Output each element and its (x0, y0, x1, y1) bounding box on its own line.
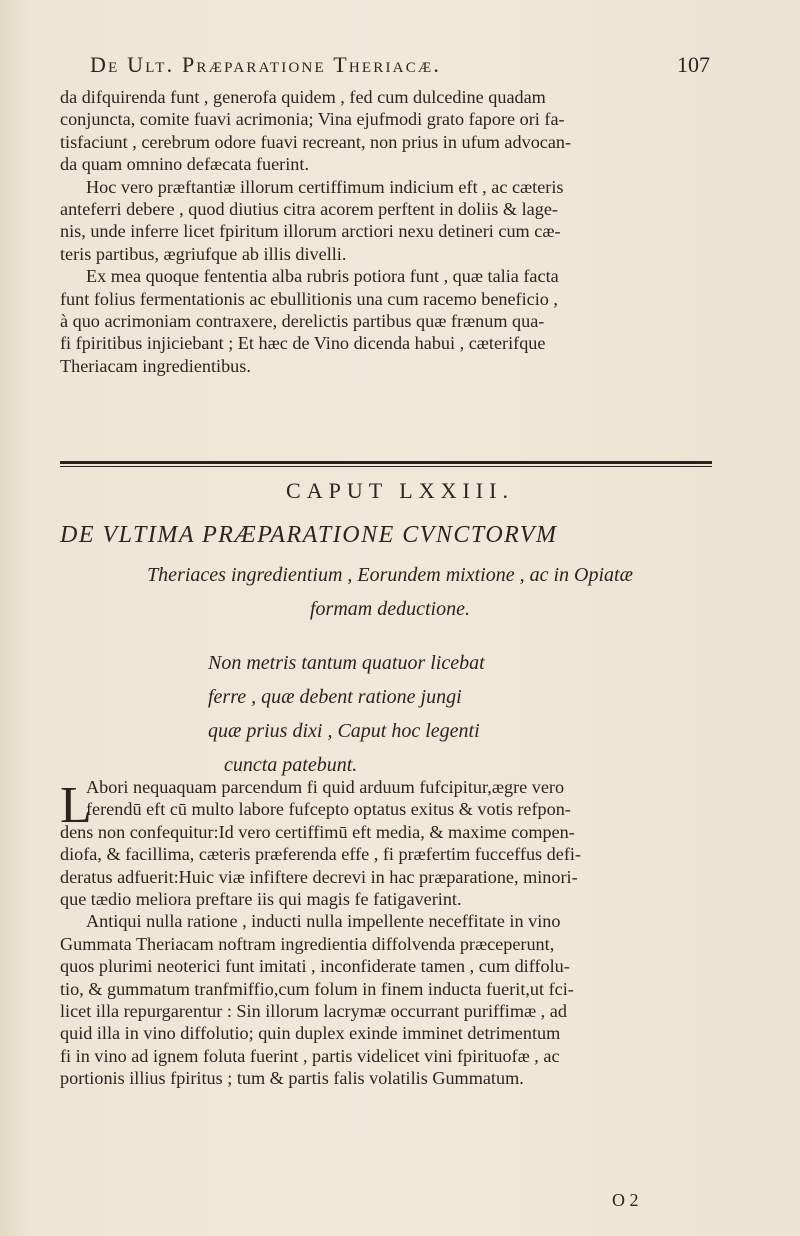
text-line: portionis illius fpiritus ; tum & partis falis volatilis Gummatum. (60, 1068, 524, 1089)
text-line: deratus adfuerit:Huic viæ infiftere decrevi in hac præparatione, minori- (60, 866, 578, 887)
section-rule-thin (60, 466, 712, 467)
text-line: que tædio meliora preftare iis qui magis fe fatigaverint. (60, 889, 462, 910)
text-line: quos plurimi neoterici funt imitati , inconfiderate tamen , cum diffolu- (60, 956, 570, 977)
text-line: diofa, & facillima, cæteris præferenda effe , fi præfertim fucceffus defi- (60, 844, 581, 865)
text-line: Theriacam ingredientibus. (60, 355, 251, 376)
text-line: Ex mea quoque fententia alba rubris potiora funt , quæ talia facta (86, 266, 559, 287)
text-line: fi in vino ad ignem foluta fuerint , partis videlicet vini fpirituofæ , ac (60, 1045, 560, 1066)
verse-line: cuncta patebunt. (224, 754, 358, 776)
text-line: anteferri debere , quod diutius citra acorem perftent in doliis & lage- (60, 199, 558, 220)
verse-line: ferre , quæ debent ratione jungi (208, 686, 462, 708)
text-line: Antiqui nulla ratione , inducti nulla impellente neceffitate in vino (86, 911, 561, 932)
text-line: Gummata Theriacam noftram ingredientia diffolvenda præceperunt, (60, 933, 555, 954)
text-line: tio, & gummatum tranfmiffio,cum folum in finem inducta fuerit,ut fci- (60, 978, 574, 999)
text-line: da quam omnino defæcata fuerint. (60, 154, 309, 175)
chapter-heading: CAPUT LXXIII. (286, 478, 514, 503)
verse-line: quæ prius dixi , Caput hoc legenti (208, 720, 480, 742)
signature-mark: O 2 (612, 1190, 639, 1210)
text-line: Abori nequaquam parcendum fi quid arduum fufcipitur,ægre vero (86, 777, 565, 797)
text-line: tisfaciunt , cerebrum odore fuavi recreant, non prius in ufum advocan- (60, 131, 572, 152)
text-line: ferendū eft cū multo labore fufcepto optatus exitus & votis refpon- (86, 799, 571, 820)
text-line: da difquirenda funt , generofa quidem , fed cum dulcedine quadam (60, 87, 546, 107)
text-line: conjuncta, comite fuavi acrimonia; Vina ejufmodi grato fapore ori fa- (60, 109, 565, 130)
text-line: fi fpiritibus injiciebant ; Et hæc de Vino dicenda habui , cæterifque (60, 333, 546, 354)
section-rule (60, 461, 712, 464)
text-line: licet illa repurgarentur : Sin illorum lacrymæ occurrant puriffimæ , ad (60, 1001, 567, 1022)
drop-cap: L (60, 777, 92, 834)
text-line: quid illa in vino diffolutio; quin duplex exinde imminet detrimentum (60, 1023, 561, 1044)
text-line: à quo acrimoniam contraxere, derelictis partibus quæ frænum qua- (60, 311, 545, 332)
page-number: 107 (677, 52, 710, 77)
text-line: nis, unde inferre licet fpiritum illorum arctiori nexu detineri cum cæ- (60, 221, 561, 242)
section2-text (60, 776, 720, 1090)
text-line: teris partibus, ægriufque ab illis divelli. (60, 243, 347, 264)
text-line: funt folius fermentationis ac ebullitionis una cum racemo beneficio , (60, 288, 558, 309)
section1-text (60, 86, 720, 377)
text-line: Hoc vero præftantiæ illorum certiffimum indicium eft , ac cæteris (86, 176, 564, 197)
running-header (90, 52, 710, 82)
subtitle-line: Theriaces ingredientium , Eorundem mixtione , ac in Opiatæ (147, 564, 633, 586)
verse-line: Non metris tantum quatuor licebat (208, 652, 485, 674)
chapter-title: DE VLTIMA PRÆPARATIONE CVNCTORVM (60, 522, 558, 548)
chapter-subtitle (60, 558, 720, 626)
text-line: dens non confequitur:Id vero certiffimū eft media, & maxime compen- (60, 821, 575, 842)
running-title: De Ult. Præparatione Theriacæ. (90, 52, 442, 77)
chapter-verse (208, 646, 485, 782)
subtitle-line: formam deductione. (310, 598, 470, 620)
